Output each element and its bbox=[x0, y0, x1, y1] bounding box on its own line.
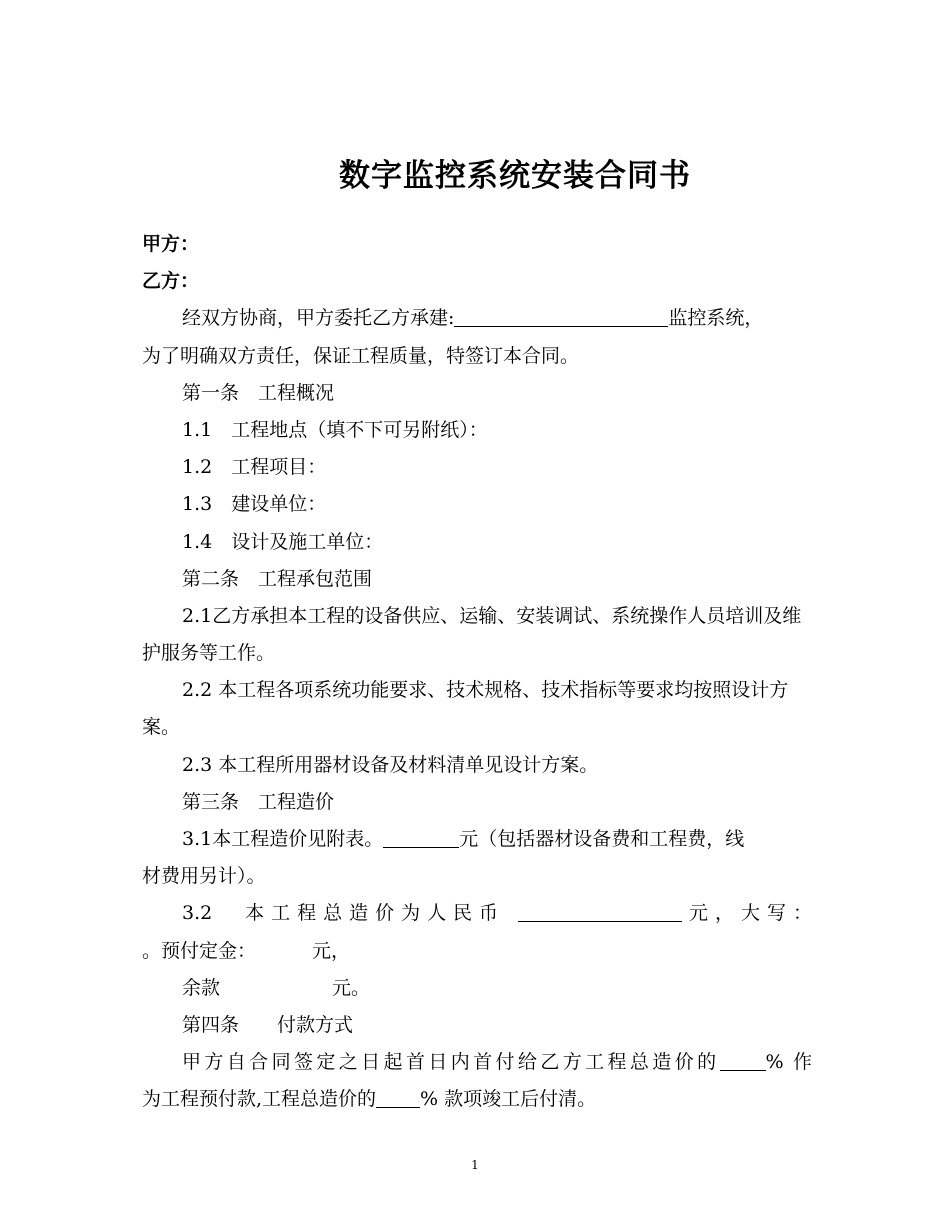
article-1-item-3: 1.3 建设单位： bbox=[182, 493, 327, 516]
page-number: 1 bbox=[471, 1158, 479, 1172]
contract-body bbox=[142, 226, 812, 1119]
article-3-item-2-text-a: 3.2 本工程总造价为人民币 bbox=[182, 902, 506, 925]
article-4-line-2 bbox=[142, 1081, 812, 1118]
project-name-blank bbox=[454, 306, 668, 327]
intro-line-1 bbox=[142, 300, 812, 337]
article-4-line-1 bbox=[142, 1044, 812, 1081]
balance-text-a: 余款 bbox=[182, 976, 221, 999]
article-4-text-d: % 款项竣工后付清。 bbox=[420, 1088, 597, 1111]
article-3-item-2-text-c: 。预付定金： bbox=[142, 939, 257, 962]
article-4-heading: 第四条 付款方式 bbox=[182, 1014, 354, 1036]
balance-text-b: 元。 bbox=[332, 976, 371, 999]
cost-blank bbox=[383, 827, 459, 848]
total-cost-blank bbox=[518, 901, 682, 922]
intro-text-1: 经双方协商，甲方委托乙方承建: bbox=[182, 307, 455, 330]
article-4-text-c: 为工程预付款,工程总造价的 bbox=[142, 1088, 377, 1111]
intro-text-2: 监控系统， bbox=[668, 307, 764, 330]
article-3-item-2-line-1 bbox=[142, 895, 812, 932]
article-3-item-2-text-d: 元， bbox=[312, 939, 351, 962]
balance-line bbox=[142, 970, 812, 1007]
article-1-item-2: 1.2 工程项目： bbox=[182, 456, 327, 479]
intro-line-2: 为了明确双方责任，保证工程质量，特签订本合同。 bbox=[142, 344, 580, 367]
article-4-text-a: 甲方自合同签定之日起首日内首付给乙方工程总造价的 bbox=[182, 1051, 720, 1074]
article-1-heading: 第一条 工程概况 bbox=[182, 381, 335, 404]
document-title: 数字监控系统安装合同书 bbox=[339, 158, 691, 194]
article-3-item-1-line-2: 材费用另计）。 bbox=[142, 865, 266, 888]
article-2-item-3: 2.3 本工程所用器材设备及材料清单见设计方案。 bbox=[182, 753, 599, 776]
article-3-item-2-line-2 bbox=[142, 933, 812, 970]
article-3-item-1-text-b: 元（包括器材设备费和工程费，线 bbox=[459, 828, 745, 851]
article-1-item-4: 1.4 设计及施工单位： bbox=[182, 530, 384, 553]
prepay-percent-blank bbox=[720, 1050, 766, 1071]
article-3-item-1-line-1 bbox=[142, 821, 812, 858]
article-2-item-1: 2.1乙方承担本工程的设备供应、运输、安装调试、系统操作人员培训及维护服务等工作。 bbox=[142, 604, 802, 665]
article-1-item-1: 1.1 工程地点（填不下可另附纸）： bbox=[182, 418, 488, 441]
article-3-item-2-text-b: 元，大写： bbox=[682, 902, 812, 925]
party-a-label: 甲方： bbox=[142, 233, 200, 255]
article-3-heading: 第三条 工程造价 bbox=[182, 790, 335, 813]
article-4-text-b: % 作 bbox=[765, 1051, 812, 1074]
article-2-item-2: 2.2 本工程各项系统功能要求、技术规格、技术指标等要求均按照设计方案。 bbox=[142, 679, 789, 739]
final-percent-blank bbox=[376, 1087, 420, 1108]
article-3-item-1-text-a: 3.1本工程造价见附表。 bbox=[182, 828, 384, 851]
party-b-label: 乙方： bbox=[142, 270, 200, 293]
article-2-heading: 第二条 工程承包范围 bbox=[182, 567, 373, 590]
